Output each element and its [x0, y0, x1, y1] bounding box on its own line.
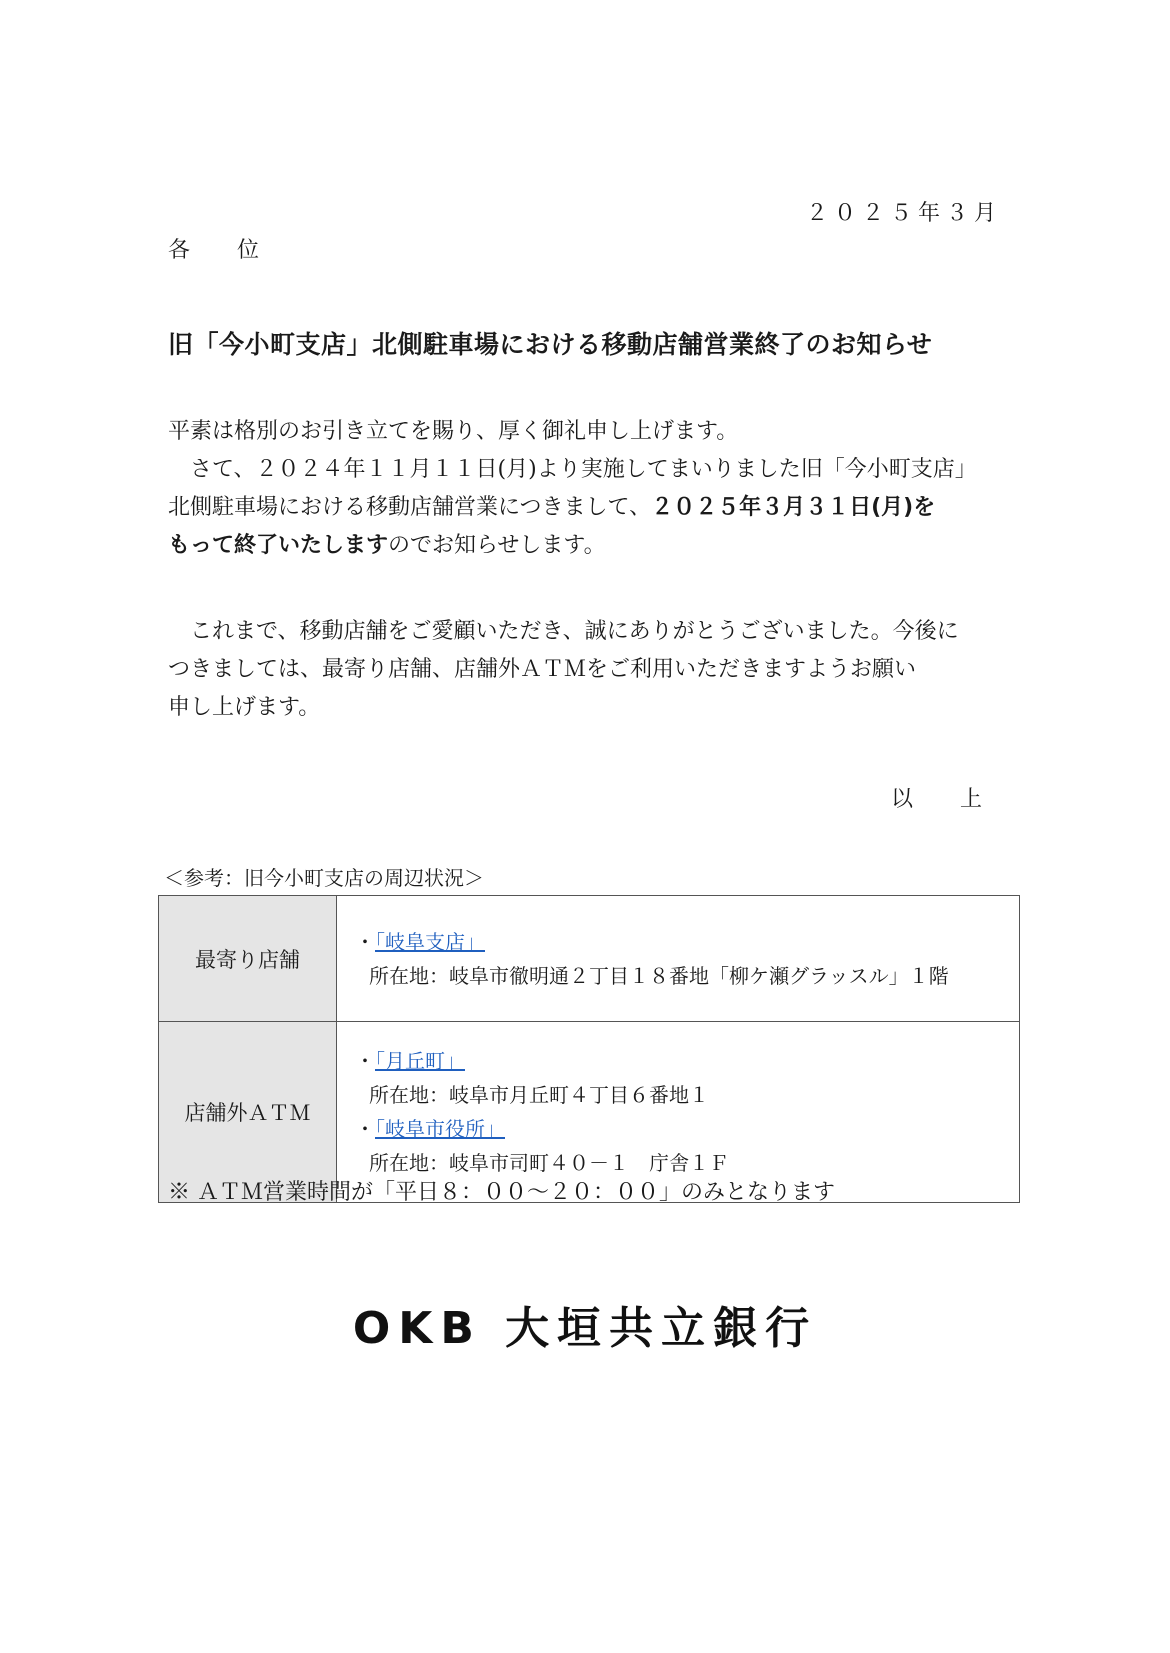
body-line: つきましては、最寄り店舗、店舗外ＡＴＭをご利用いただきますようお願い — [168, 657, 917, 682]
termination-emphasis: もって終了いたします — [168, 533, 389, 558]
body-line — [168, 527, 1008, 565]
address-text: 所在地：岐阜市月丘町４丁目６番地１ — [369, 1083, 709, 1107]
body-line: さて、２０２４年１１月１１日(月)より実施してまいりました旧「今小町支店」 — [168, 457, 977, 482]
reference-table — [158, 895, 1020, 1203]
document-date: ２０２５年３月 — [805, 201, 1002, 226]
body-line: 申し上げます。 — [168, 695, 321, 720]
link-gifu-city-hall-atm[interactable]: 「岐阜市役所」 — [375, 1117, 505, 1141]
body-line — [168, 489, 1008, 527]
closing-mark: 以 上 — [891, 787, 1002, 812]
address-text: 所在地：岐阜市徹明通２丁目１８番地「柳ケ瀬グラッスル」１階 — [369, 963, 949, 988]
body-line: これまで、移動店舗をご愛顧いただき、誠にありがとうございました。今後に — [168, 619, 959, 644]
branch-entry — [355, 925, 1001, 959]
page-title: 旧「今小町支店」北側駐車場における移動店舗営業終了のお知らせ — [168, 330, 933, 359]
bullet: ・ — [355, 1049, 375, 1073]
body-line: 平素は格別のお引き立てを賜り、厚く御礼申し上げます。 — [168, 419, 739, 444]
row-content — [337, 896, 1020, 1022]
atm-entry — [355, 1112, 1001, 1146]
atm-hours-note: ※ ＡＴＭ営業時間が「平日８：００～２０：００」のみとなります — [168, 1180, 835, 1205]
row-label: 最寄り店舗 — [159, 896, 337, 1022]
bullet: ・ — [355, 1117, 375, 1141]
atm-entry — [355, 1044, 1001, 1078]
bullet: ・ — [355, 929, 375, 954]
link-tsukioka-atm[interactable]: 「月丘町」 — [375, 1049, 465, 1073]
body-paragraph-2 — [168, 613, 1008, 727]
row-label: 店舗外ＡＴＭ — [159, 1022, 337, 1203]
body-paragraph-1 — [168, 413, 1008, 565]
reference-title: ＜参考：旧今小町支店の周辺状況＞ — [164, 866, 484, 890]
table-row — [159, 896, 1020, 1022]
end-date-emphasis: ２０２５年３月３１日(月)を — [651, 495, 936, 520]
address-text: 所在地：岐阜市司町４０－１ 庁舎１Ｆ — [369, 1151, 729, 1175]
addressee: 各 位 — [168, 238, 279, 263]
okb-logo: OKB 大垣共立銀行 — [352, 1303, 818, 1354]
link-gifu-branch[interactable]: 「岐阜支店」 — [375, 929, 485, 954]
body-text-normal: 北側駐車場における移動店舗営業につきまして、 — [168, 495, 652, 520]
body-text-normal: のでお知らせします。 — [388, 533, 606, 558]
